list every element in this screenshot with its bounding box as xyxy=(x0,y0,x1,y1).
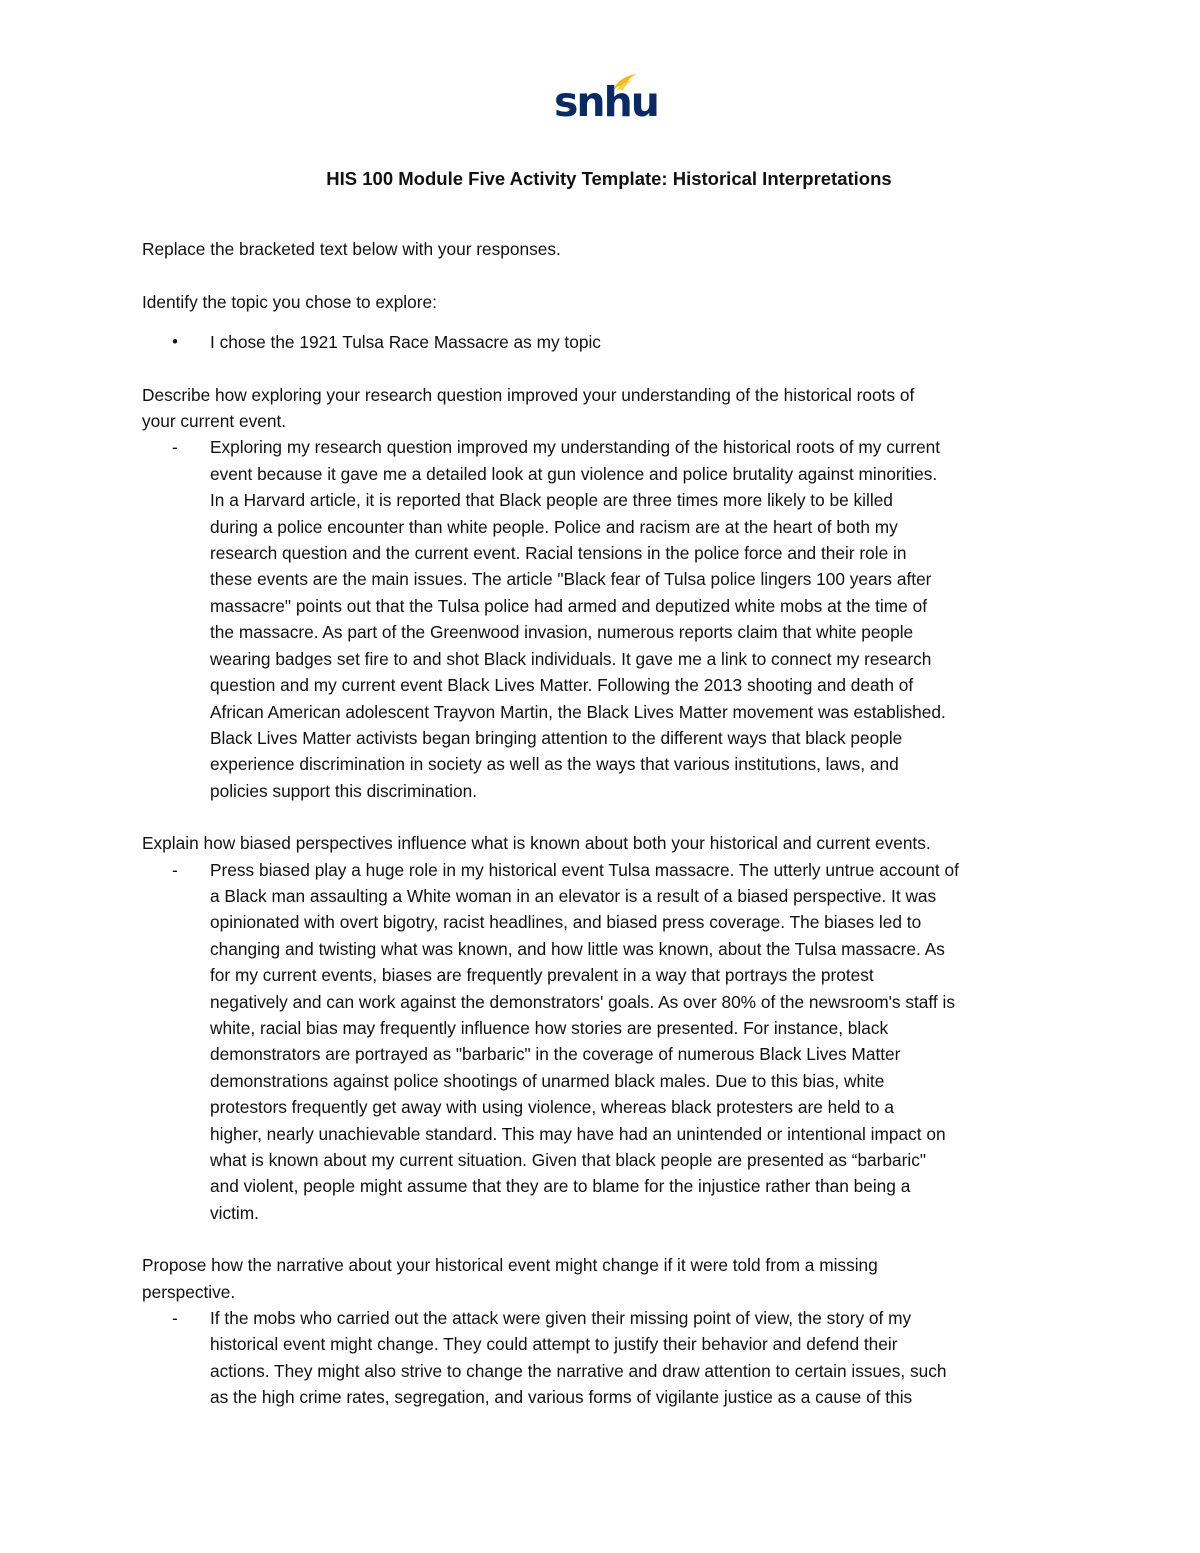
question-4-list xyxy=(142,1305,1062,1411)
dash-marker: - xyxy=(172,859,178,880)
prompt-line: Explain how biased perspectives influence what is known about both your historical and current events. xyxy=(142,833,931,854)
prompt-line: perspective. xyxy=(142,1281,236,1302)
list-item xyxy=(142,434,1062,804)
page-title: HIS 100 Module Five Activity Template: Historical Interpretations xyxy=(326,168,892,189)
answer-line: changing and twisting what was known, and how little was known, about the Tulsa massacre. As xyxy=(210,938,945,959)
answer-line: white, racial bias may frequently influence how stories are presented. For instance, black xyxy=(210,1017,889,1038)
question-4-prompt xyxy=(142,1252,1062,1305)
answer-line: the massacre. As part of the Greenwood invasion, numerous reports claim that white people xyxy=(210,622,914,643)
list-item xyxy=(142,1305,1062,1411)
answer-line: higher, nearly unachievable standard. This may have had an unintended or intentional impact on xyxy=(210,1123,946,1144)
answer-line: negatively and can work against the demonstrators' goals. As over 80% of the newsroom's staff is xyxy=(210,991,955,1012)
prompt-line: Describe how exploring your research question improved your understanding of the historical roots of xyxy=(142,384,915,405)
question-3-prompt xyxy=(142,830,1062,856)
answer-line: demonstrators are portrayed as "barbaric" in the coverage of numerous Black Lives Matter xyxy=(210,1044,901,1065)
answer-line: demonstrations against police shootings of unarmed black males. Due to this bias, white xyxy=(210,1070,885,1091)
prompt-line: Propose how the narrative about your historical event might change if it were told from a missing xyxy=(142,1255,878,1276)
snhu-logo xyxy=(554,72,658,134)
prompt-line: your current event. xyxy=(142,411,287,432)
bullet-marker: • xyxy=(172,332,178,352)
logo-wordmark: snhu xyxy=(554,78,658,126)
answer-line: African American adolescent Trayvon Martin, the Black Lives Matter movement was established. xyxy=(210,701,946,722)
answer-line: these events are the main issues. The article "Black fear of Tulsa police lingers 100 years after xyxy=(210,569,932,590)
question-2-prompt xyxy=(142,382,1062,435)
answer-line: a Black man assaulting a White woman in an elevator is a result of a biased perspective. It was xyxy=(210,885,937,906)
answer-line: question and my current event Black Lives Matter. Following the 2013 shooting and death of xyxy=(210,675,914,696)
answer-line: as the high crime rates, segregation, and various forms of vigilante justice as a cause of this xyxy=(210,1387,913,1408)
answer-line: massacre" points out that the Tulsa police had armed and deputized white mobs at the time of xyxy=(210,595,927,616)
answer-line: experience discrimination in society as well as the ways that various institutions, laws, and xyxy=(210,754,899,775)
answer-line: opinionated with overt bigotry, racist headlines, and biased press coverage. The biases led to xyxy=(210,912,922,933)
dash-marker: - xyxy=(172,1308,178,1329)
answer-line: research question and the current event. Racial tensions in the police force and their role in xyxy=(210,543,907,564)
answer-line: for my current events, biases are frequently prevalent in a way that portrays the protest xyxy=(210,965,874,986)
answer-line: Exploring my research question improved my understanding of the historical roots of my current xyxy=(210,437,940,458)
answer-line: If the mobs who carried out the attack were given their missing point of view, the story of my xyxy=(210,1308,912,1329)
answer-line: In a Harvard article, it is reported that Black people are three times more likely to be killed xyxy=(210,490,893,511)
answer-line: what is known about my current situation. Given that black people are presented as “barbaric" xyxy=(210,1150,927,1170)
answer-line: protestors frequently get away with using violence, whereas black protesters are held to a xyxy=(210,1097,894,1118)
answer-line: policies support this discrimination. xyxy=(210,780,478,801)
answer-line: and violent, people might assume that they are to blame for the injustice rather than being a xyxy=(210,1176,911,1197)
instructions: Replace the bracketed text below with your responses. xyxy=(142,239,561,260)
answer-line: actions. They might also strive to change the narrative and draw attention to certain issues, such xyxy=(210,1360,947,1381)
answer-line: victim. xyxy=(210,1202,259,1223)
answer-line: during a police encounter than white people. Police and racism are at the heart of both my xyxy=(210,516,898,537)
question-1-list xyxy=(142,329,1062,355)
question-1-prompt: Identify the topic you chose to explore: xyxy=(142,291,437,312)
answer-line: Black Lives Matter activists began bringing attention to the different ways that black people xyxy=(210,727,903,748)
answer-line: Press biased play a huge role in my historical event Tulsa massacre. The utterly untrue account of xyxy=(210,859,959,880)
answer-line: wearing badges set fire to and shot Black individuals. It gave me a link to connect my research xyxy=(210,648,932,669)
question-1-answer: I chose the 1921 Tulsa Race Massacre as my topic xyxy=(210,332,601,353)
dash-marker: - xyxy=(172,437,178,458)
question-3-list xyxy=(142,857,1062,1227)
question-2-list xyxy=(142,434,1062,804)
answer-line: historical event might change. They could attempt to justify their behavior and defend their xyxy=(210,1334,898,1355)
answer-line: event because it gave me a detailed look at gun violence and police brutality against minorities. xyxy=(210,463,938,484)
list-item xyxy=(142,329,1062,355)
list-item xyxy=(142,857,1062,1227)
document-body xyxy=(142,166,1062,1411)
